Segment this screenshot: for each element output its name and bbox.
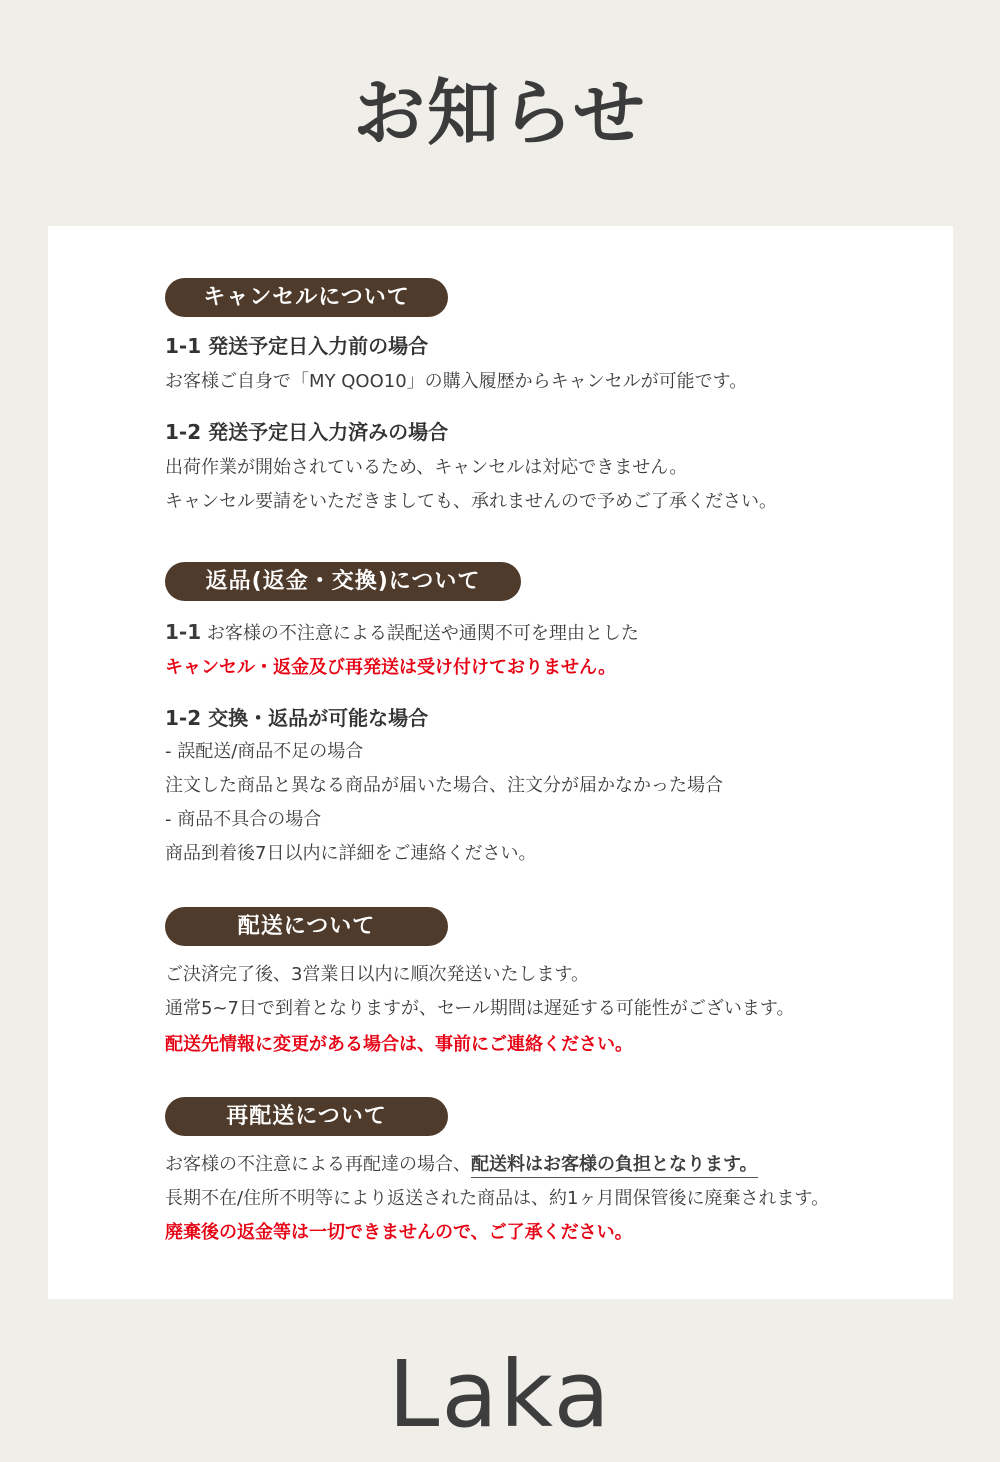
shipping-heading: 配送について [165, 907, 448, 946]
reship-section [165, 1097, 865, 1250]
returns-sub2-heading: 1-2 交換・返品が可能な場合 [165, 706, 429, 730]
reship-warning: 廃棄後の返金等は一切できませんので、ご了承ください。 [165, 1222, 633, 1243]
returns-sub1-number: 1-1 [165, 620, 202, 644]
returns-section [165, 562, 865, 871]
returns-heading: 返品(返金・交換)について [165, 562, 521, 601]
returns-sub1-warning: キャンセル・返金及び再発送は受け付けておりません。 [165, 657, 617, 678]
reship-line1-text: お客様の不注意による再配達の場合、 [165, 1154, 471, 1175]
shipping-line2: 通常5~7日で到着となりますが、セール期間は遅延する可能性がございます。 [165, 998, 795, 1019]
shipping-line1: ご決済完了後、3営業日以内に順次発送いたします。 [165, 964, 590, 985]
returns-item1-title: - 誤配送/商品不足の場合 [165, 741, 364, 762]
cancel-sub1-text: お客様ご自身で「MY QOO10」の購入履歴からキャンセルが可能です。 [165, 371, 748, 392]
returns-sub1-line [165, 615, 865, 651]
cancel-sub2-heading: 1-2 発送予定日入力済みの場合 [165, 420, 449, 444]
reship-fee-notice: 配送料はお客様の負担となります。 [471, 1154, 758, 1178]
notice-card [48, 226, 953, 1299]
brand-logo: Laka [388, 1341, 612, 1448]
shipping-warning: 配送先情報に変更がある場合は、事前にご連絡ください。 [165, 1034, 633, 1055]
returns-item2-title: - 商品不具合の場合 [165, 809, 322, 830]
cancel-sub2-text2: キャンセル要請をいただきましても、承れませんので予めご了承ください。 [165, 491, 777, 512]
returns-sub1-text: お客様の不注意による誤配送や通関不可を理由とした [201, 623, 639, 644]
page-title: お知らせ [353, 71, 647, 155]
reship-line1 [165, 1148, 865, 1182]
cancel-heading: キャンセルについて [165, 278, 448, 317]
returns-item1-desc: 注文した商品と異なる商品が届いた場合、注文分が届かなかった場合 [165, 775, 723, 796]
reship-line2: 長期不在/住所不明等により返送された商品は、約1ヶ月間保管後に廃棄されます。 [165, 1188, 830, 1209]
returns-item2-desc: 商品到着後7日以内に詳細をご連絡ください。 [165, 843, 537, 864]
cancel-sub2-text1: 出荷作業が開始されているため、キャンセルは対応できません。 [165, 457, 688, 478]
reship-heading: 再配送について [165, 1097, 448, 1136]
shipping-section [165, 907, 865, 1062]
cancel-sub1-heading: 1-1 発送予定日入力前の場合 [165, 334, 429, 358]
cancel-section [165, 278, 865, 519]
